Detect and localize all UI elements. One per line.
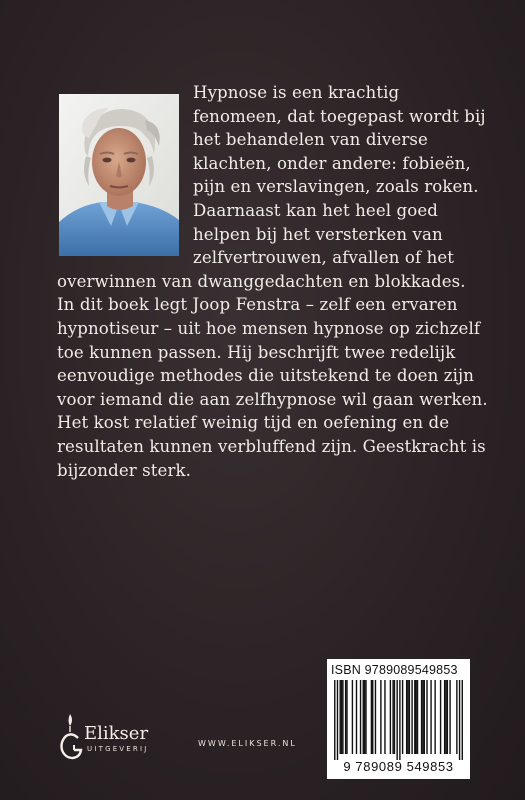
barcode-bar — [462, 680, 463, 760]
barcode-bar — [371, 680, 372, 754]
barcode-bar — [414, 680, 415, 754]
barcode-bar — [402, 680, 403, 754]
barcode-bar — [445, 680, 446, 754]
blurb-line: Hypnose is een krachtig — [193, 83, 400, 102]
barcode-bar — [449, 680, 450, 754]
barcode-bar — [360, 680, 361, 754]
barcode-icon — [330, 680, 467, 760]
blurb-line: pijn en verslavingen, zoals roken. — [193, 177, 479, 197]
blurb-line: Daarnaast kan het heel goed — [193, 200, 438, 220]
barcode-bar — [363, 680, 364, 754]
barcode-bar — [365, 680, 366, 754]
barcode-bar — [390, 680, 391, 754]
blurb-line: Het kost relatief weinig tijd en oefening en de — [57, 413, 450, 433]
book-blurb — [57, 81, 487, 482]
barcode-bar — [430, 680, 431, 754]
publisher-subtitle: UITGEVERIJ — [87, 745, 149, 753]
barcode-bar — [444, 680, 445, 754]
blurb-line: eenvoudige methodes die uitstekend te doen zijn — [57, 366, 475, 386]
barcode-bar — [380, 680, 381, 754]
isbn-digits: 9 789089 549853 — [343, 759, 454, 774]
barcode-bar — [364, 680, 365, 754]
barcode-bar — [342, 680, 343, 754]
blurb-line: toe kunnen passen. Hij beschrijft twee redelijk — [57, 342, 456, 362]
blurb-line: helpen bij het versterken van — [193, 224, 443, 244]
barcode-bar — [447, 680, 448, 754]
barcode-bar — [434, 680, 435, 754]
barcode-bar — [392, 680, 393, 754]
barcode-bar — [424, 680, 425, 754]
barcode-bar — [422, 680, 423, 754]
barcode-bar — [459, 680, 460, 760]
blurb-line: klachten, onder andere: fobieën, — [193, 153, 471, 173]
barcode-bar — [406, 680, 407, 754]
barcode-bar — [345, 680, 346, 754]
barcode-bar — [407, 680, 408, 754]
publisher-name: Elikser — [84, 723, 149, 744]
barcode-bar — [334, 680, 335, 760]
barcode-bar — [421, 680, 422, 754]
barcode-bar — [394, 680, 395, 754]
blurb-line: hypnotiseur – uit hoe mensen hypnose op zichzelf — [57, 318, 481, 338]
barcode-bar — [411, 680, 412, 754]
barcode-bar — [399, 680, 400, 760]
blurb-line: het behandelen van diverse — [193, 130, 428, 150]
blurb-line: zelfvertrouwen, afvallen of het — [193, 248, 455, 268]
stylized-g-leaf-icon — [58, 712, 84, 762]
barcode-bar — [456, 680, 457, 754]
barcode-bar — [409, 680, 410, 754]
barcode-bar — [375, 680, 376, 754]
barcode-bar — [426, 680, 427, 754]
barcode-bar — [337, 680, 338, 760]
barcode-bar — [356, 680, 357, 754]
barcode-bar — [415, 680, 416, 754]
barcode-bar — [339, 680, 340, 754]
barcode-bar — [417, 680, 418, 754]
blurb-line: fenomeen, dat toegepast wordt bij — [193, 106, 486, 126]
blurb-line: resultaten kunnen verbluffend zijn. Geestkracht is — [57, 436, 486, 456]
blurb-line: bijzonder sterk. — [57, 460, 192, 480]
blurb-line: overwinnen van dwanggedachten en blokkades. — [57, 271, 466, 291]
blurb-line: voor iemand die aan zelfhypnose wil gaan werken. — [57, 389, 488, 409]
barcode-bar — [396, 680, 397, 760]
barcode-bar — [372, 680, 373, 754]
barcode-bar — [440, 680, 441, 754]
barcode-bar — [384, 680, 385, 754]
barcode-bar — [341, 680, 342, 754]
isbn-label: ISBN 9789089549853 — [331, 663, 458, 677]
publisher-website[interactable]: WWW.ELIKSER.NL — [198, 739, 297, 748]
barcode-bar — [346, 680, 347, 754]
blurb-line: In dit boek legt Joop Fenstra – zelf een ervaren — [57, 295, 458, 315]
barcode-bar — [352, 680, 353, 754]
isbn-barcode-box — [327, 659, 470, 779]
